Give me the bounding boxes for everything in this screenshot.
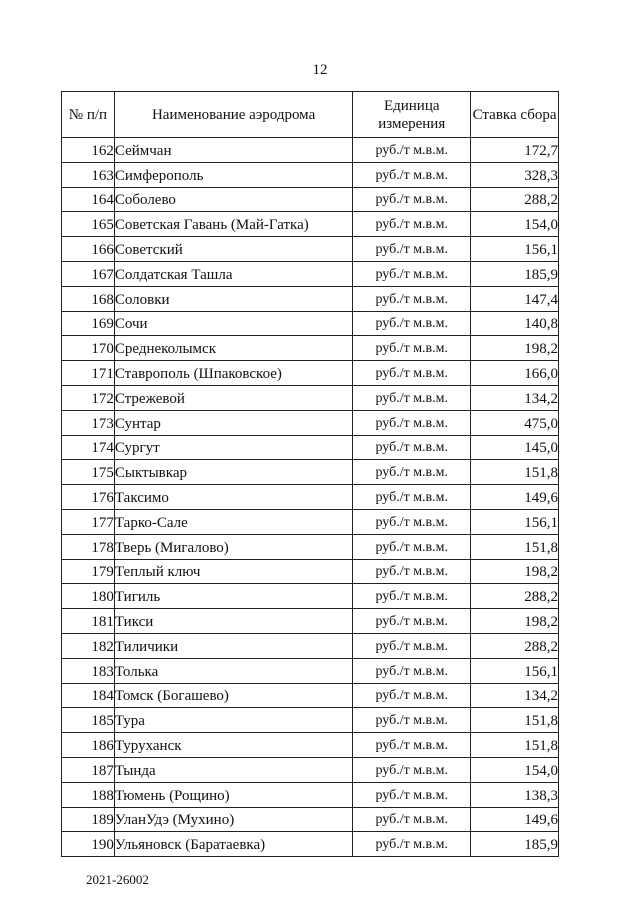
- row-number: 171: [62, 361, 115, 386]
- table-row: [62, 832, 559, 857]
- unit-of-measure: руб./т м.в.м.: [353, 336, 471, 361]
- table-row: [62, 410, 559, 435]
- fee-rate: 172,7: [471, 138, 559, 163]
- fee-rate: 147,4: [471, 286, 559, 311]
- unit-of-measure: руб./т м.в.м.: [353, 757, 471, 782]
- row-number: 182: [62, 633, 115, 658]
- table-row: [62, 336, 559, 361]
- unit-of-measure: руб./т м.в.м.: [353, 683, 471, 708]
- fee-rate: 134,2: [471, 683, 559, 708]
- row-number: 170: [62, 336, 115, 361]
- unit-of-measure: руб./т м.в.м.: [353, 559, 471, 584]
- unit-of-measure: руб./т м.в.м.: [353, 658, 471, 683]
- airfield-name: Солдатская Ташла: [114, 261, 352, 286]
- fee-rate: 185,9: [471, 832, 559, 857]
- unit-of-measure: руб./т м.в.м.: [353, 237, 471, 262]
- unit-of-measure: руб./т м.в.м.: [353, 807, 471, 832]
- row-number: 180: [62, 584, 115, 609]
- table-row: [62, 782, 559, 807]
- airfield-name: Тикси: [114, 609, 352, 634]
- row-number: 173: [62, 410, 115, 435]
- unit-of-measure: руб./т м.в.м.: [353, 410, 471, 435]
- row-number: 178: [62, 534, 115, 559]
- airfield-name: Таксимо: [114, 485, 352, 510]
- airfield-name: Толька: [114, 658, 352, 683]
- unit-of-measure: руб./т м.в.м.: [353, 212, 471, 237]
- unit-of-measure: руб./т м.в.м.: [353, 261, 471, 286]
- airfield-name: Соболево: [114, 187, 352, 212]
- document-code: 2021-26002: [86, 872, 149, 887]
- table-row: [62, 485, 559, 510]
- header-name: Наименование аэродрома: [114, 92, 352, 138]
- row-number: 166: [62, 237, 115, 262]
- table-row: [62, 237, 559, 262]
- table-row: [62, 658, 559, 683]
- unit-of-measure: руб./т м.в.м.: [353, 162, 471, 187]
- airfield-name: Тында: [114, 757, 352, 782]
- header-num: № п/п: [62, 92, 115, 138]
- airfield-name: Сочи: [114, 311, 352, 336]
- fee-rate: 198,2: [471, 559, 559, 584]
- airfield-name: Сунтар: [114, 410, 352, 435]
- unit-of-measure: руб./т м.в.м.: [353, 584, 471, 609]
- unit-of-measure: руб./т м.в.м.: [353, 832, 471, 857]
- fee-rate: 154,0: [471, 757, 559, 782]
- row-number: 175: [62, 460, 115, 485]
- airfield-name: Ставрополь (Шпаковское): [114, 361, 352, 386]
- airfield-name: Советская Гавань (Май-Гатка): [114, 212, 352, 237]
- row-number: 172: [62, 385, 115, 410]
- row-number: 179: [62, 559, 115, 584]
- fee-rate: 156,1: [471, 509, 559, 534]
- fee-rate: 151,8: [471, 460, 559, 485]
- unit-of-measure: руб./т м.в.м.: [353, 138, 471, 163]
- table-row: [62, 509, 559, 534]
- table-body: [62, 138, 559, 857]
- airfield-name: Соловки: [114, 286, 352, 311]
- table-row: [62, 286, 559, 311]
- table-header-row: [62, 92, 559, 138]
- row-number: 185: [62, 708, 115, 733]
- page-number: 12: [312, 62, 328, 78]
- airfield-name: Сеймчан: [114, 138, 352, 163]
- airfield-name: Тюмень (Рощино): [114, 782, 352, 807]
- fee-rate: 475,0: [471, 410, 559, 435]
- table-row: [62, 361, 559, 386]
- fee-rate: 140,8: [471, 311, 559, 336]
- row-number: 183: [62, 658, 115, 683]
- fee-rate: 288,2: [471, 187, 559, 212]
- table-row: [62, 435, 559, 460]
- airfield-name: Тверь (Мигалово): [114, 534, 352, 559]
- unit-of-measure: руб./т м.в.м.: [353, 460, 471, 485]
- unit-of-measure: руб./т м.в.м.: [353, 311, 471, 336]
- table-row: [62, 807, 559, 832]
- unit-of-measure: руб./т м.в.м.: [353, 782, 471, 807]
- header-unit: Единица измерения: [353, 92, 471, 138]
- row-number: 189: [62, 807, 115, 832]
- fee-rate: 145,0: [471, 435, 559, 460]
- row-number: 167: [62, 261, 115, 286]
- row-number: 168: [62, 286, 115, 311]
- fee-rate: 138,3: [471, 782, 559, 807]
- airfield-name: Сургут: [114, 435, 352, 460]
- fee-rate: 154,0: [471, 212, 559, 237]
- airfield-name: Среднеколымск: [114, 336, 352, 361]
- table-row: [62, 534, 559, 559]
- fee-rate: 328,3: [471, 162, 559, 187]
- table-row: [62, 162, 559, 187]
- unit-of-measure: руб./т м.в.м.: [353, 435, 471, 460]
- airfield-name: Томск (Богашево): [114, 683, 352, 708]
- table-row: [62, 212, 559, 237]
- table-row: [62, 683, 559, 708]
- fee-rate: 149,6: [471, 807, 559, 832]
- fee-rate: 151,8: [471, 733, 559, 758]
- table-row: [62, 261, 559, 286]
- airfield-name: Теплый ключ: [114, 559, 352, 584]
- airfield-name: Стрежевой: [114, 385, 352, 410]
- table-row: [62, 609, 559, 634]
- airfield-name: Тура: [114, 708, 352, 733]
- fee-rate: 198,2: [471, 609, 559, 634]
- table-row: [62, 733, 559, 758]
- unit-of-measure: руб./т м.в.м.: [353, 633, 471, 658]
- row-number: 187: [62, 757, 115, 782]
- fee-rate: 134,2: [471, 385, 559, 410]
- airfield-name: Тигиль: [114, 584, 352, 609]
- fee-rate: 166,0: [471, 361, 559, 386]
- fee-rate: 151,8: [471, 534, 559, 559]
- table-row: [62, 460, 559, 485]
- table-row: [62, 633, 559, 658]
- unit-of-measure: руб./т м.в.м.: [353, 509, 471, 534]
- fee-rate: 151,8: [471, 708, 559, 733]
- airfield-name: Тарко-Сале: [114, 509, 352, 534]
- airfield-rates-table: [61, 91, 559, 857]
- fee-rate: 149,6: [471, 485, 559, 510]
- table-row: [62, 138, 559, 163]
- table-row: [62, 584, 559, 609]
- row-number: 176: [62, 485, 115, 510]
- airfield-name: Сыктывкар: [114, 460, 352, 485]
- fee-rate: 185,9: [471, 261, 559, 286]
- row-number: 163: [62, 162, 115, 187]
- table-row: [62, 385, 559, 410]
- row-number: 174: [62, 435, 115, 460]
- unit-of-measure: руб./т м.в.м.: [353, 361, 471, 386]
- unit-of-measure: руб./т м.в.м.: [353, 708, 471, 733]
- fee-rate: 156,1: [471, 658, 559, 683]
- row-number: 188: [62, 782, 115, 807]
- airfield-name: Симферополь: [114, 162, 352, 187]
- row-number: 190: [62, 832, 115, 857]
- row-number: 177: [62, 509, 115, 534]
- unit-of-measure: руб./т м.в.м.: [353, 187, 471, 212]
- unit-of-measure: руб./т м.в.м.: [353, 534, 471, 559]
- table-row: [62, 187, 559, 212]
- row-number: 186: [62, 733, 115, 758]
- unit-of-measure: руб./т м.в.м.: [353, 733, 471, 758]
- airfield-name: Туруханск: [114, 733, 352, 758]
- unit-of-measure: руб./т м.в.м.: [353, 385, 471, 410]
- header-rate: Ставка сбора: [471, 92, 559, 138]
- row-number: 162: [62, 138, 115, 163]
- table-row: [62, 757, 559, 782]
- table-row: [62, 708, 559, 733]
- airfield-name: УланУдэ (Мухино): [114, 807, 352, 832]
- table-row: [62, 559, 559, 584]
- row-number: 184: [62, 683, 115, 708]
- fee-rate: 156,1: [471, 237, 559, 262]
- fee-rate: 288,2: [471, 633, 559, 658]
- row-number: 181: [62, 609, 115, 634]
- unit-of-measure: руб./т м.в.м.: [353, 609, 471, 634]
- row-number: 165: [62, 212, 115, 237]
- unit-of-measure: руб./т м.в.м.: [353, 286, 471, 311]
- airfield-name: Советский: [114, 237, 352, 262]
- unit-of-measure: руб./т м.в.м.: [353, 485, 471, 510]
- airfield-name: Ульяновск (Баратаевка): [114, 832, 352, 857]
- row-number: 164: [62, 187, 115, 212]
- table-row: [62, 311, 559, 336]
- fee-rate: 198,2: [471, 336, 559, 361]
- fee-rate: 288,2: [471, 584, 559, 609]
- airfield-name: Тиличики: [114, 633, 352, 658]
- row-number: 169: [62, 311, 115, 336]
